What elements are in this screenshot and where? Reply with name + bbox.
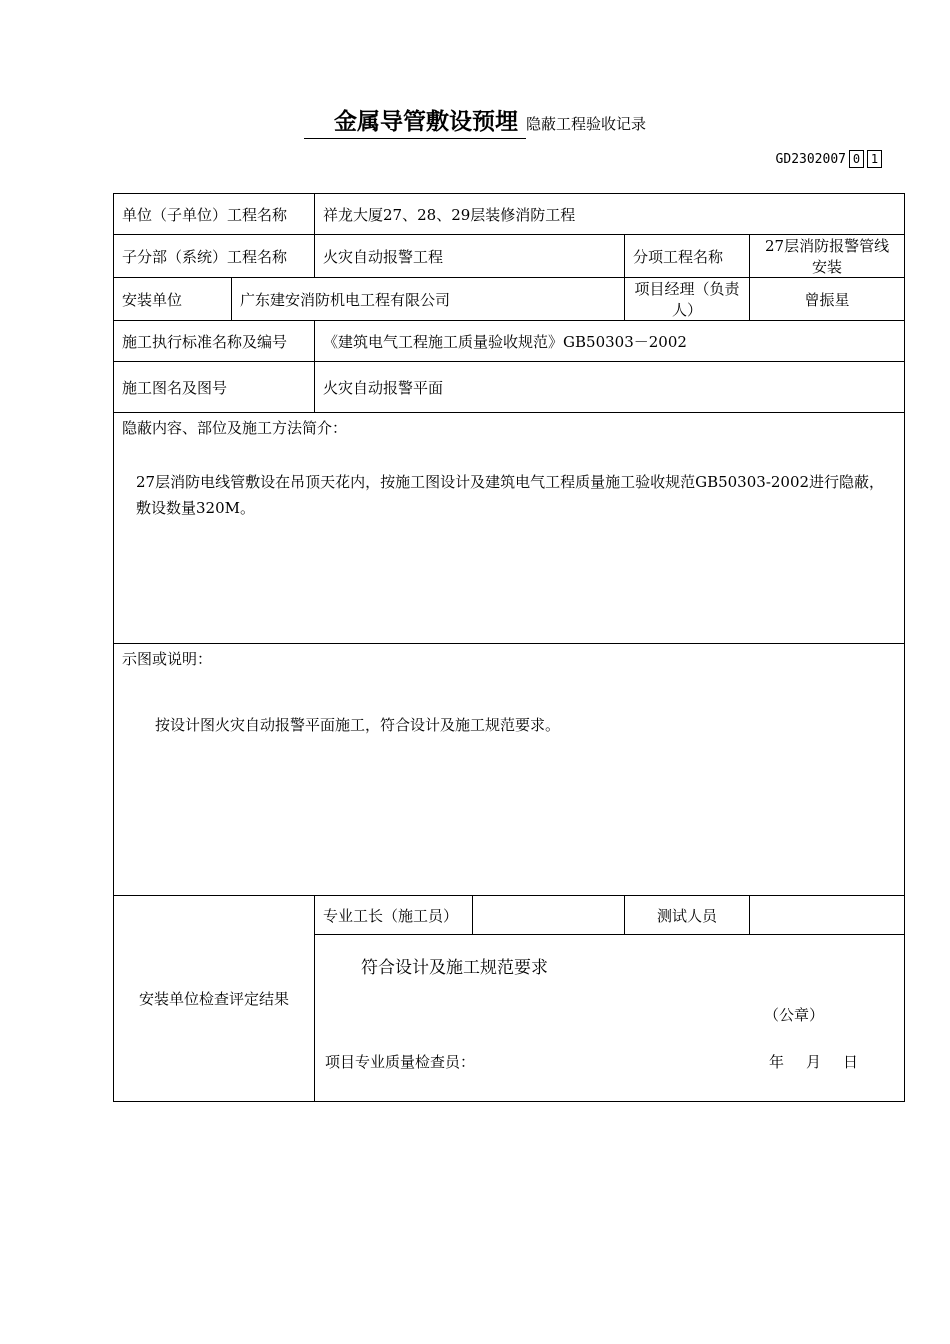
document-title xyxy=(0,108,950,139)
hidden-content-label: 隐蔽内容、部位及施工方法简介： xyxy=(122,419,348,437)
foreman-value xyxy=(473,896,625,935)
standard-label: 施工执行标准名称及编号 xyxy=(114,321,315,362)
inspector-label: 项目专业质量检查员： xyxy=(325,1053,476,1071)
signature-row xyxy=(325,1051,858,1072)
drawing-value: 火灾自动报警平面 xyxy=(315,362,905,413)
note-cell xyxy=(114,644,905,896)
date-year: 年 xyxy=(769,1053,785,1071)
hidden-content-text: 27层消防电线管敷设在吊顶天花内，按施工图设计及建筑电气工程质量施工验收规范GB50303-2002进行隐蔽，敷设数量320M。 xyxy=(136,473,885,517)
installer-label: 安装单位 xyxy=(114,278,232,321)
row-installer xyxy=(114,278,905,321)
code-text: GD2302007 xyxy=(775,152,846,167)
seal-text: （公章） xyxy=(764,1006,825,1024)
pm-label: 项目经理（负责人） xyxy=(625,278,750,321)
acceptance-form-table xyxy=(113,193,905,1102)
item-value: 27层消防报警管线安装 xyxy=(750,235,905,278)
subsection-label: 子分部（系统）工程名称 xyxy=(114,235,315,278)
result-body-cell xyxy=(315,935,905,1102)
tester-value xyxy=(750,896,905,935)
row-result-header xyxy=(114,896,905,935)
note-text: 按设计图火灾自动报警平面施工，符合设计及施工规范要求。 xyxy=(155,716,561,734)
row-unit xyxy=(114,194,905,235)
row-drawing xyxy=(114,362,905,413)
installer-value: 广东建安消防机电工程有限公司 xyxy=(232,278,625,321)
code-box-1: 0 xyxy=(849,150,864,168)
date-field xyxy=(747,1051,858,1072)
date-day: 日 xyxy=(843,1053,859,1071)
unit-label: 单位（子单位）工程名称 xyxy=(114,194,315,235)
result-text: 符合设计及施工规范要求 xyxy=(361,958,549,978)
standard-value: 《建筑电气工程施工质量验收规范》GB50303－2002 xyxy=(315,321,905,362)
date-month: 月 xyxy=(806,1053,822,1071)
drawing-label: 施工图名及图号 xyxy=(114,362,315,413)
pm-value: 曾振星 xyxy=(750,278,905,321)
note-label: 示图或说明： xyxy=(122,650,213,668)
title-main: 金属导管敷设预埋 xyxy=(304,108,526,139)
hidden-content-cell xyxy=(114,413,905,644)
unit-value: 祥龙大厦27、28、29层装修消防工程 xyxy=(315,194,905,235)
foreman-label: 专业工长（施工员） xyxy=(315,896,473,935)
row-subsection xyxy=(114,235,905,278)
row-note xyxy=(114,644,905,896)
row-hidden-content xyxy=(114,413,905,644)
row-standard xyxy=(114,321,905,362)
item-label: 分项工程名称 xyxy=(625,235,750,278)
result-label: 安装单位检查评定结果 xyxy=(114,896,315,1102)
code-box-2: 1 xyxy=(867,150,882,168)
document-code xyxy=(776,150,882,168)
subsection-value: 火灾自动报警工程 xyxy=(315,235,625,278)
title-sub: 隐蔽工程验收记录 xyxy=(525,115,646,133)
tester-label: 测试人员 xyxy=(625,896,750,935)
